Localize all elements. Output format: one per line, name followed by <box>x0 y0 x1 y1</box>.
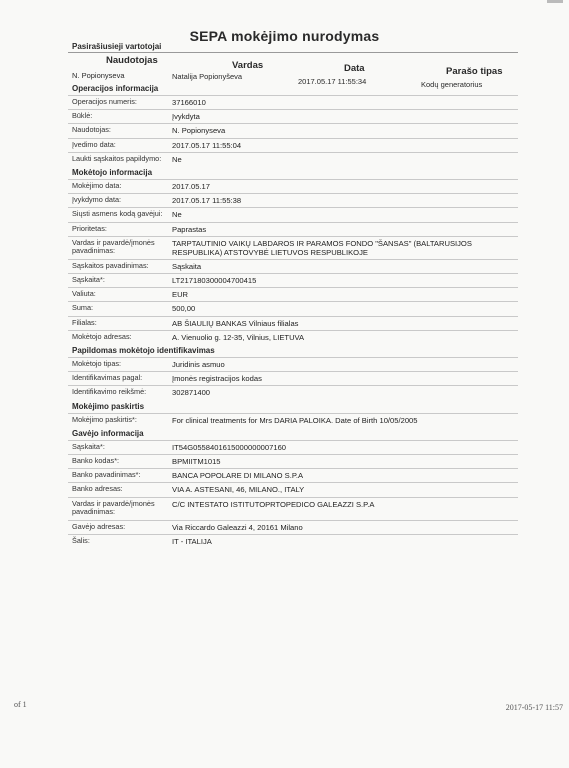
field-value: VIA A. ASTESANI, 46, MILANO., ITALY <box>172 485 305 495</box>
section-operation <box>68 82 518 95</box>
field-row <box>68 371 518 386</box>
field-value: C/C INTESTATO ISTITUTOPRTOPEDICO GALEAZZI S.P.A <box>172 499 375 509</box>
field-row <box>68 236 518 260</box>
document-title: SEPA mokėjimo nurodymas <box>189 28 380 44</box>
field-value: BPMIITM1015 <box>172 457 221 466</box>
field-label: Būklė: <box>72 111 93 121</box>
field-label: Prioritetas: <box>72 223 107 233</box>
field-value: 37166010 <box>172 98 206 107</box>
field-value: For clinical treatments for Mrs DARIA PALOIKA. Date of Birth 10/05/2005 <box>172 415 418 425</box>
field-label: Įvedimo data: <box>72 139 116 149</box>
col-date: Data <box>344 63 365 74</box>
field-value: N. Popionyseva <box>172 126 226 136</box>
field-value: TARPTAUTINIO VAIKŲ LABDAROS IR PARAMOS FONDO "ŠANSAS" (BALTARUSIJOS RESPUBLIKA) ATSTOVYBĖ LIETUVOS RESPUBLIKOJE <box>172 238 472 257</box>
field-row <box>68 440 518 455</box>
field-row <box>68 534 518 549</box>
field-label: Mokėjimo data: <box>72 181 122 190</box>
field-row <box>68 301 518 316</box>
field-value: 302871400 <box>172 388 211 398</box>
field-row <box>68 330 518 345</box>
field-value: Juridinis asmuo <box>172 360 225 369</box>
section-title: Gavėjo informacija <box>72 428 144 438</box>
field-label: Banko pavadinimas*: <box>72 470 141 480</box>
field-row <box>68 222 518 237</box>
field-label: Sąskaitos pavadinimas: <box>72 260 149 270</box>
field-label: Suma: <box>72 303 94 313</box>
section-payer-id <box>68 344 518 357</box>
section-title: Papildomas mokėtojo identifikavimas <box>72 346 215 355</box>
field-label: Mokėtojo tipas: <box>72 359 122 368</box>
section-purpose <box>68 400 518 413</box>
field-label: Įvykdymo data: <box>72 195 122 205</box>
field-label: Identifikavimo reikšmė: <box>72 387 147 397</box>
col-user: Naudotojas <box>106 55 158 66</box>
field-label: Laukti sąskaitos papildymo: <box>72 153 162 163</box>
field-label: Identifikavimas pagal: <box>72 373 143 383</box>
field-value: Įvykdyta <box>172 112 200 122</box>
field-label: Filialas: <box>72 317 97 327</box>
section-payment <box>68 166 518 179</box>
field-label: Sąskaita*: <box>72 275 105 284</box>
field-row <box>68 193 518 208</box>
field-value: Via Riccardo Galeazzi 4, 20161 Milano <box>172 522 303 532</box>
field-value: A. Vienuolio g. 12-35, Vilnius, LIETUVA <box>172 332 305 342</box>
field-value: LT217180300004700415 <box>172 276 257 285</box>
field-row <box>68 259 518 274</box>
field-row <box>68 273 518 288</box>
field-row <box>68 468 518 483</box>
field-label: Operacijos numeris: <box>72 97 137 106</box>
field-label: Sąskaita*: <box>72 441 105 451</box>
field-value: EUR <box>172 290 189 300</box>
field-value: 500,00 <box>172 304 196 314</box>
field-value: 2017.05.17 <box>172 182 211 191</box>
field-row <box>68 482 518 497</box>
field-row <box>68 179 518 194</box>
field-row <box>68 207 518 222</box>
signer-sig-type: Kodų generatorius <box>421 80 483 89</box>
field-value: 2017.05.17 11:55:38 <box>172 196 242 206</box>
field-label: Siųsti asmens kodą gavėjui: <box>72 209 163 219</box>
col-sig-type: Parašo tipas <box>446 66 503 77</box>
field-label: Mokėjimo paskirtis*: <box>72 414 137 424</box>
field-row <box>68 138 518 153</box>
field-value: Ne <box>172 154 182 164</box>
field-row <box>68 123 518 138</box>
field-value: IT - ITALIJA <box>172 536 212 546</box>
scan-mark <box>547 0 563 3</box>
header-divider <box>68 52 518 53</box>
field-row <box>68 287 518 302</box>
field-row <box>68 357 518 372</box>
field-label: Naudotojas: <box>72 125 111 135</box>
field-label: Šalis: <box>72 535 90 545</box>
signer-name: Natalija Popionyševa <box>172 72 243 81</box>
field-value: Ne <box>172 210 182 220</box>
section-title: Operacijos informacija <box>72 84 159 93</box>
field-label: Banko adresas: <box>72 484 123 494</box>
field-label: Gavėjo adresas: <box>72 521 126 531</box>
print-timestamp: 2017-05-17 11:57 <box>505 703 563 712</box>
field-row <box>68 497 518 521</box>
field-row <box>68 316 518 331</box>
field-label: Vardas ir pavardė/įmonės pavadinimas: <box>72 237 155 256</box>
field-row <box>68 152 518 167</box>
field-value: Sąskaita <box>172 261 202 271</box>
field-label: Vardas ir pavardė/įmonės pavadinimas: <box>72 498 155 517</box>
field-row <box>68 95 518 110</box>
signer-date: 2017.05.17 11:55:34 <box>298 77 367 86</box>
signer-user: N. Popionyseva <box>72 71 125 80</box>
field-label: Mokėtojo adresas: <box>72 331 132 341</box>
field-value: Paprastas <box>172 224 207 234</box>
col-name: Vardas <box>232 60 264 71</box>
field-row <box>68 385 518 400</box>
section-recipient <box>68 427 518 440</box>
field-row <box>68 109 518 124</box>
page-counter: of 1 <box>14 700 27 709</box>
field-row <box>68 454 518 469</box>
field-value: 2017.05.17 11:55:04 <box>172 140 242 150</box>
field-row <box>68 520 518 535</box>
field-value: AB ŠIAULIŲ BANKAS Vilniaus filialas <box>172 318 299 328</box>
field-label: Valiuta: <box>72 289 96 299</box>
section-title: Mokėjimo paskirtis <box>72 401 145 411</box>
field-row <box>68 413 518 428</box>
section-title: Mokėtojo informacija <box>72 168 153 177</box>
field-value: BANCA POPOLARE DI MILANO S.P.A <box>172 471 304 481</box>
field-label: Banko kodas*: <box>72 456 120 465</box>
field-value: Įmonės registracijos kodas <box>172 374 262 384</box>
field-value: IT54G0558401615000000007160 <box>172 442 287 452</box>
signers-label: Pasirašiusieji vartotojai <box>72 42 162 51</box>
